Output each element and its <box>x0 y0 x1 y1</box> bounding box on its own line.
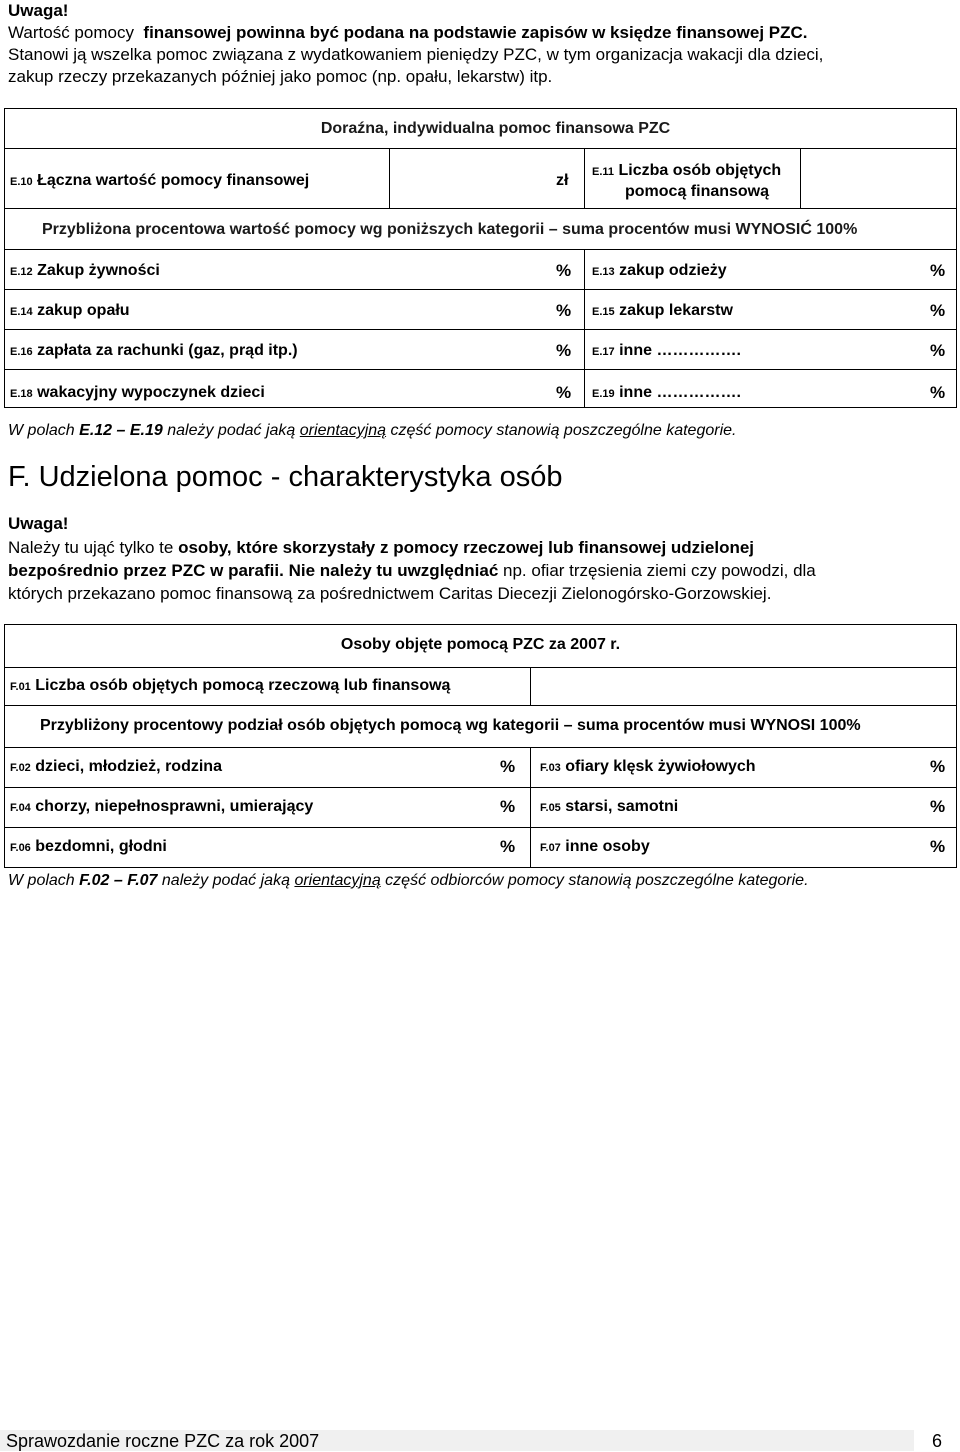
section-f-para-line-3: których przekazano pomoc finansową za pośrednictwem Caritas Diecezji Zielonogórsko-Gorzowskiej. <box>8 584 772 603</box>
field-f07-input[interactable]: % <box>930 837 946 856</box>
field-e11-input[interactable] <box>801 149 956 207</box>
field-e12-label: E.12 Zakup żywności <box>10 262 160 279</box>
field-e17-label: E.17 inne ……………. <box>592 342 741 359</box>
field-e15-input[interactable]: % <box>930 301 946 320</box>
field-f02-input[interactable]: % <box>500 757 516 776</box>
table-e-after-note: W polach E.12 – E.19 należy podać jaką orientacyjną część pomocy stanowią poszczególne kategorie. <box>8 422 737 439</box>
field-e11-label: E.11 Liczba osób objętych pomocą finansową <box>592 162 782 200</box>
section-f-para-line-2: bezpośrednio przez PZC w parafii. Nie należy tu uwzględniać np. ofiar trzęsienia ziemi czy powodzi, dla <box>8 561 816 580</box>
field-f05-input[interactable]: % <box>930 797 946 816</box>
field-e18-input[interactable]: % <box>556 383 572 402</box>
field-f06-label: F.06 bezdomni, głodni <box>10 838 167 855</box>
intro-line-1 <box>8 22 807 44</box>
intro-line-1-bold: finansowej powinna być podana na podstawie zapisów w księdze finansowej PZC. <box>143 23 808 42</box>
field-e19-input[interactable]: % <box>930 383 946 402</box>
field-e18-label: E.18 wakacyjny wypoczynek dzieci <box>10 384 265 401</box>
field-f05-label: F.05 starsi, samotni <box>540 798 679 815</box>
field-e13-input[interactable]: % <box>930 261 946 280</box>
field-f04-label: F.04 chorzy, niepełnosprawni, umierający <box>10 798 314 815</box>
intro-line-3: zakup rzeczy przekazanych później jako pomoc (np. opału, lekarstw) itp. <box>8 67 553 86</box>
section-f-heading: F. Udzielona pomoc - charakterystyka osób <box>8 461 563 493</box>
field-f03-input[interactable]: % <box>930 757 946 776</box>
footer-title: Sprawozdanie roczne PZC za rok 2007 <box>6 1431 320 1451</box>
table-f-after-note: W polach F.02 – F.07 należy podać jaką orientacyjną część odbiorców pomocy stanowią poszczególne kategorie. <box>8 872 809 889</box>
field-f01-label: F.01 Liczba osób objętych pomocą rzeczową lub finansową <box>10 677 451 694</box>
intro-line-1-plain: Wartość pomocy <box>8 23 134 42</box>
page-number: 6 <box>932 1431 943 1451</box>
field-f03-label: F.03 ofiary klęsk żywiołowych <box>540 758 756 775</box>
section-f-uwaga: Uwaga! <box>8 514 69 533</box>
field-e16-label: E.16 zapłata za rachunki (gaz, prąd itp.) <box>10 342 298 359</box>
table-e-title: Doraźna, indywidualna pomoc finansowa PZC <box>320 120 671 137</box>
field-e14-input[interactable]: % <box>556 301 572 320</box>
field-f06-input[interactable]: % <box>500 837 516 856</box>
table-e-note: Przybliżona procentowa wartość pomocy wg poniższych kategorii – suma procentów musi WYNOSIĆ 100% <box>42 221 858 238</box>
field-e13-label: E.13 zakup odzieży <box>592 262 727 279</box>
field-f02-label: F.02 dzieci, młodzież, rodzina <box>10 758 222 775</box>
field-e15-label: E.15 zakup lekarstw <box>592 302 733 319</box>
field-e10-input[interactable] <box>390 149 584 207</box>
field-f07-label: F.07 inne osoby <box>540 838 650 855</box>
field-e10-unit: zł <box>556 172 569 189</box>
field-e14-label: E.14 zakup opału <box>10 302 130 319</box>
table-f-title: Osoby objęte pomocą PZC za 2007 r. <box>340 636 621 653</box>
intro-line-2: Stanowi ją wszelka pomoc związana z wydatkowaniem pieniędzy PZC, w tym organizacja wakacji dla dzieci, <box>8 45 824 64</box>
field-f04-input[interactable]: % <box>500 797 516 816</box>
intro-heading: Uwaga! <box>8 1 69 20</box>
section-f-para-line-1: Należy tu ująć tylko te osoby, które skorzystały z pomocy rzeczowej lub finansowej udzielonej <box>8 538 755 557</box>
field-e17-input[interactable]: % <box>930 341 946 360</box>
field-e10-label: E.10 Łączna wartość pomocy finansowej <box>10 172 310 189</box>
table-f-note: Przybliżony procentowy podział osób objętych pomocą wg kategorii – suma procentów musi WYNOSI 100% <box>40 717 861 734</box>
table-f-frame <box>4 624 957 868</box>
field-e16-input[interactable]: % <box>556 341 572 360</box>
field-e12-input[interactable]: % <box>556 261 572 280</box>
field-f01-input[interactable] <box>531 668 956 704</box>
field-e19-label: E.19 inne ……………. <box>592 384 741 401</box>
